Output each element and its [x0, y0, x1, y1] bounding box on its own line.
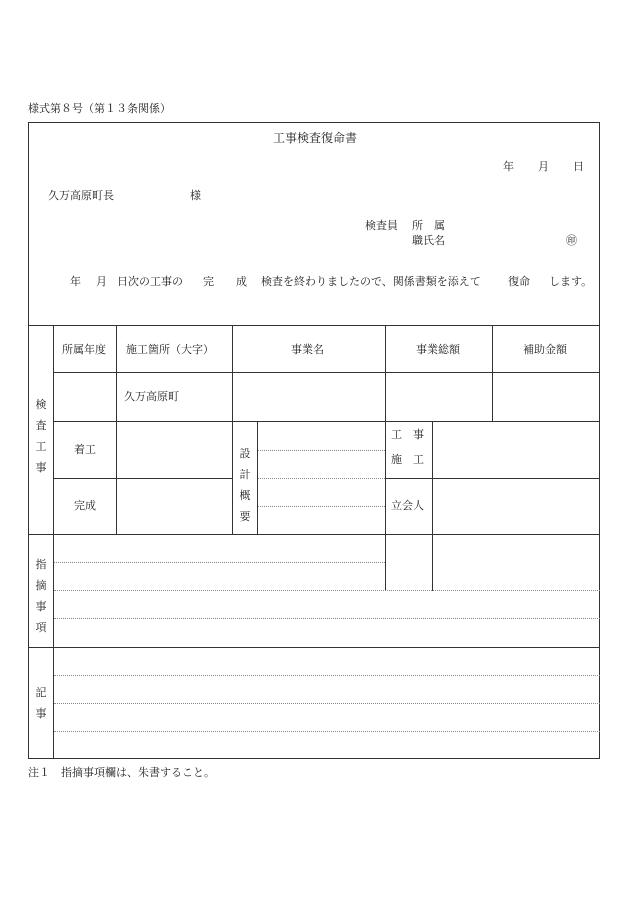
report-month: 月 [96, 275, 107, 288]
location-value: 久万高原町 [124, 390, 179, 403]
notes-line-1 [54, 675, 600, 676]
row2-rule [53, 421, 600, 422]
report-inspection-text: 検査を終わりましたので、関係書類を添えて [261, 275, 481, 288]
section-divider-1 [28, 534, 600, 535]
table-top-rule [28, 325, 600, 326]
report-completion-suffix: 成 [236, 275, 247, 288]
report-completion: 完 [203, 275, 214, 288]
witness-label: 立会人 [391, 499, 424, 512]
design-line-2 [258, 478, 385, 479]
header-location: 施工箇所（大字） [126, 343, 214, 356]
header-project-name: 事業名 [291, 343, 324, 356]
date-year-label: 年 [503, 160, 514, 173]
header-row-rule [53, 372, 600, 373]
design-summary-label: 設計概要 [239, 447, 251, 523]
inspection-section-label: 検査工事 [35, 398, 47, 474]
inspector-label: 検査員 [365, 219, 398, 232]
notes-line-2 [54, 703, 600, 704]
col-rule-4 [432, 421, 433, 591]
report-ending: します。 [549, 275, 593, 288]
report-day-text: 日次の工事の [117, 275, 183, 288]
col-rule-2 [232, 325, 233, 534]
col-rule-3 [385, 325, 386, 591]
remarks-line-2 [54, 590, 600, 591]
form-number: 様式第８号（第１３条関係） [28, 102, 171, 115]
col-rule-1 [116, 325, 117, 534]
section-divider-2 [28, 647, 600, 648]
construction-label-2: 施 工 [391, 453, 424, 466]
addressee-honorific: 様 [190, 189, 201, 202]
header-total-cost: 事業総額 [416, 343, 460, 356]
col-rule-5 [492, 325, 493, 421]
label-column-rule [53, 325, 54, 759]
start-row-rule [53, 478, 232, 479]
remarks-line-3 [54, 618, 600, 619]
report-year: 年 [70, 275, 81, 288]
design-line-3 [258, 506, 385, 507]
footnote: 注１ 指摘事項欄は、朱書すること。 [28, 766, 215, 779]
header-subsidy: 補助金額 [523, 343, 567, 356]
design-line-1 [258, 450, 385, 451]
construction-row-rule [385, 478, 600, 479]
inspector-affiliation-label: 所 属 [412, 219, 445, 232]
date-day-label: 日 [573, 160, 584, 173]
remarks-line-1 [54, 562, 385, 563]
addressee-name: 久万高原町長 [48, 189, 114, 202]
document-title: 工事検査復命書 [273, 131, 358, 145]
completion-label: 完成 [74, 499, 96, 512]
inspector-position-name-label: 職氏名 [412, 234, 445, 247]
header-fiscal-year: 所属年度 [62, 343, 106, 356]
notes-section-label: 記事 [35, 686, 47, 720]
report-word: 復命 [508, 275, 530, 288]
construction-label-1: 工 事 [391, 428, 424, 441]
date-month-label: 月 [538, 160, 549, 173]
remarks-section-label: 指摘事項 [35, 558, 47, 634]
start-label: 着工 [74, 443, 96, 456]
seal-mark: ㊞ [566, 234, 577, 247]
form-frame [28, 122, 600, 759]
notes-line-3 [54, 731, 600, 732]
